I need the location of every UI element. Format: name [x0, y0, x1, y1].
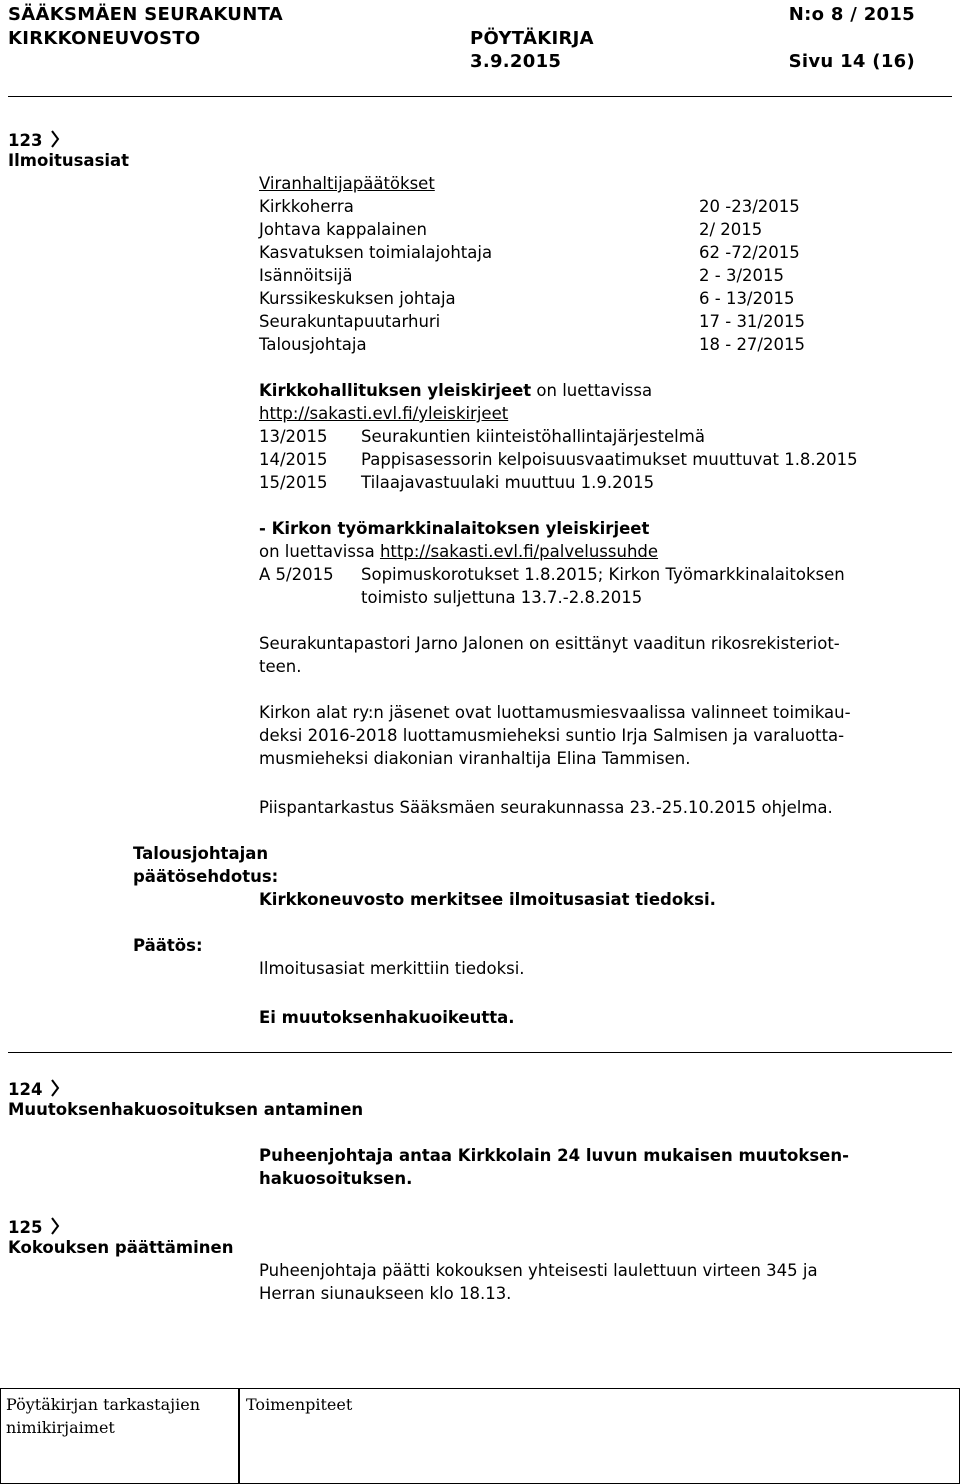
decision-ref: 18 - 27/2015 [699, 335, 805, 354]
meeting-date: 3.9.2015 [470, 51, 562, 72]
circular-number: 15/2015 [259, 473, 328, 492]
circulars-heading [259, 383, 652, 400]
decision-role: Isännöitsijä [259, 266, 353, 285]
proposal-text: Kirkkoneuvosto merkitsee ilmoitusasiat tiedoksi. [259, 890, 716, 909]
organization-name: SÄÄKSMÄEN SEURAKUNTA [8, 4, 283, 25]
circular-text: Tilaajavastuulaki muuttuu 1.9.2015 [361, 473, 655, 492]
kt-availability-prefix: on luettavissa [259, 542, 380, 561]
visitation-paragraph: Piispantarkastus Sääksmäen seurakunnassa 23.-25.10.2015 ohjelma. [259, 798, 833, 817]
section-125-text-line2: Herran siunaukseen klo 18.13. [259, 1284, 512, 1303]
circulars-title: Kirkkohallituksen yleiskirjeet [259, 381, 532, 400]
circular-text: Seurakuntien kiinteistöhallintajärjestelmä [361, 427, 705, 446]
decision-ref: 2 - 3/2015 [699, 266, 784, 285]
decision-role: Johtava kappalainen [259, 220, 427, 239]
section-number: 123 [8, 131, 43, 150]
circular-number: 14/2015 [259, 450, 328, 469]
decision-role: Kirkkoherra [259, 197, 354, 216]
section-number: 124 [8, 1080, 43, 1099]
kt-availability [259, 544, 658, 561]
decision-ref: 20 -23/2015 [699, 197, 800, 216]
section-arrow-icon [50, 1079, 60, 1097]
kt-item-text-line2: toimisto suljettuna 13.7.-2.8.2015 [361, 588, 643, 607]
criminal-record-paragraph-line1: Seurakuntapastori Jarno Jalonen on esittänyt vaaditun rikosrekisteriot- [259, 634, 840, 653]
footer-signers-label-line2: nimikirjaimet [6, 1418, 115, 1437]
decision-role: Talousjohtaja [259, 335, 367, 354]
section-123-title: Ilmoitusasiat [8, 151, 130, 170]
official-decisions-heading: Viranhaltijapäätökset [259, 174, 435, 193]
kt-circulars-heading: - Kirkon työmarkkinalaitoksen yleiskirjeet [259, 519, 650, 538]
proposal-label-line1: Talousjohtajan [133, 844, 269, 863]
kt-item-text-line1: Sopimuskorotukset 1.8.2015; Kirkon Työmarkkinalaitoksen [361, 565, 845, 584]
page-number: Sivu 14 (16) [788, 51, 915, 72]
footer-signers-label-line1: Pöytäkirjan tarkastajien [6, 1395, 200, 1414]
section-124-text-line2: hakuosoituksen. [259, 1169, 413, 1188]
header-divider [8, 96, 952, 97]
document-type: PÖYTÄKIRJA [470, 28, 594, 49]
body-name: KIRKKONEUVOSTO [8, 28, 201, 49]
section-125-text-line1: Puheenjohtaja päätti kokouksen yhteisesti laulettuun virteen 345 ja [259, 1261, 818, 1280]
decision-text: Ilmoitusasiat merkittiin tiedoksi. [259, 959, 525, 978]
trustee-paragraph-line2: deksi 2016-2018 luottamusmieheksi suntio Irja Salmisen ja varaluotta- [259, 726, 845, 745]
trustee-paragraph-line1: Kirkon alat ry:n jäsenet ovat luottamusmiesvaalissa valinneet toimikau- [259, 703, 851, 722]
decision-ref: 17 - 31/2015 [699, 312, 805, 331]
trustee-paragraph-line3: musmieheksi diakonian viranhaltija Elina Tammisen. [259, 749, 691, 768]
decision-ref: 2/ 2015 [699, 220, 763, 239]
decision-role: Seurakuntapuutarhuri [259, 312, 441, 331]
section-arrow-icon [50, 1217, 60, 1235]
circular-number: 13/2015 [259, 427, 328, 446]
section-divider [8, 1052, 952, 1053]
decision-ref: 62 -72/2015 [699, 243, 800, 262]
decision-role: Kasvatuksen toimialajohtaja [259, 243, 493, 262]
section-123-heading [8, 130, 60, 150]
section-124-text-line1: Puheenjohtaja antaa Kirkkolain 24 luvun mukaisen muutoksen- [259, 1146, 849, 1165]
section-number: 125 [8, 1218, 43, 1237]
criminal-record-paragraph-line2: teen. [259, 657, 302, 676]
decision-label: Päätös: [133, 936, 203, 955]
appeal-note: Ei muutoksenhakuoikeutta. [259, 1008, 515, 1027]
circulars-link[interactable]: http://sakasti.evl.fi/yleiskirjeet [259, 404, 509, 423]
circulars-availability: on luettavissa [531, 381, 653, 400]
section-124-heading [8, 1079, 60, 1099]
kt-item-number: A 5/2015 [259, 565, 334, 584]
section-125-title: Kokouksen päättäminen [8, 1238, 234, 1257]
decision-role: Kurssikeskuksen johtaja [259, 289, 456, 308]
kt-link[interactable]: http://sakasti.evl.fi/palvelussuhde [379, 542, 659, 561]
protocol-number: N:o 8 / 2015 [788, 4, 915, 25]
section-125-heading [8, 1217, 60, 1237]
circular-text: Pappisasessorin kelpoisuusvaatimukset muuttuvat 1.8.2015 [361, 450, 858, 469]
decision-ref: 6 - 13/2015 [699, 289, 795, 308]
proposal-label-line2: päätösehdotus: [133, 867, 279, 886]
footer-actions-label: Toimenpiteet [246, 1395, 353, 1414]
section-124-title: Muutoksenhakuosoituksen antaminen [8, 1100, 364, 1119]
section-arrow-icon [50, 130, 60, 148]
